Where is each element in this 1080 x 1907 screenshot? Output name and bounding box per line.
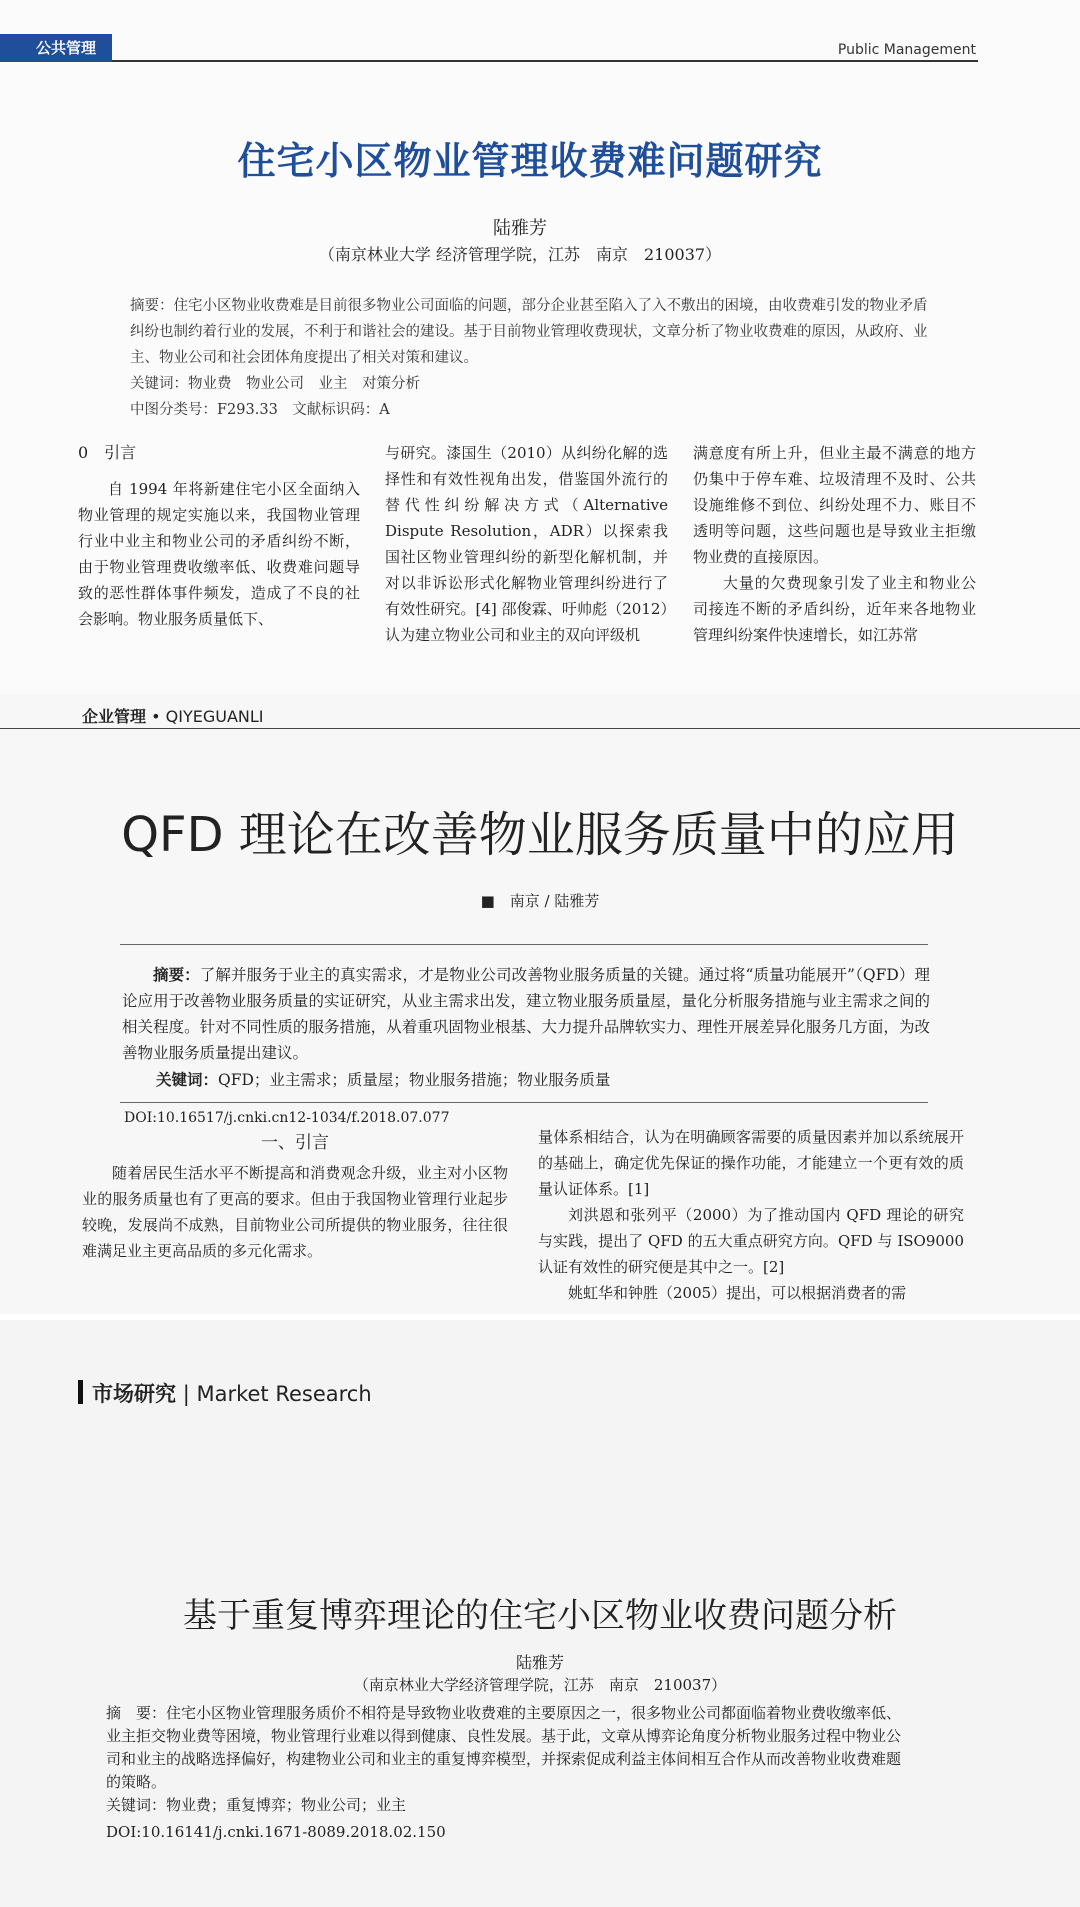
column-pinyin: QIYEGUANLI <box>165 707 264 726</box>
column-tag: 公共管理 <box>0 34 112 62</box>
paragraph: 刘洪恩和张列平（2000）为了推动国内 QFD 理论的研究与实践，提出了 QFD 的五大重点研究方向。QFD 与 ISO9000 认证有效性的研究便是其中之一。[2] <box>538 1206 964 1276</box>
paragraph: 量体系相结合，认为在明确顾客需要的质量因素并加以系统展开的基础上，确定优先保证的操作功能，才能建立一个更有效的质量认证体系。[1] <box>538 1128 964 1198</box>
keywords <box>156 1068 610 1090</box>
keywords: 关键词：物业费；重复博弈；物业公司；业主 <box>106 1796 407 1814</box>
paragraph: 与研究。漆国生（2010）从纠纷化解的选择性和有效性视角出发，借鉴国外流行的替代性纠纷解决方式（Alternative Dispute Resolution，ADR）以探索我国社区物业管理纠纷的新型化解机制，并对以非诉讼形式化解物业管理纠纷进行了有效性研究。[4] 邵俊霖、吁帅彪（2012）认为建立物业公司和业主的双向评级机 <box>385 444 668 644</box>
abstract-label: 摘要： <box>153 965 200 984</box>
column-english: Market Research <box>196 1382 372 1406</box>
abstract <box>122 962 930 1066</box>
article-title: QFD 理论在改善物业服务质量中的应用 <box>121 807 959 863</box>
abstract: 摘 要：住宅小区物业管理服务质价不相符是导致物业收费难的主要原因之一，很多物业公司都面临着物业费收缴率低、业主拒交物业费等困境，物业管理行业难以得到健康、良性发展。基于此，文章从博弈论角度分析物业服务过程中物业公司和业主的战略选择偏好，构建物业公司和业主的重复博弈模型，并探索促成利益主体间相互合作从而改善物业收费难题的策略。 <box>106 1704 902 1791</box>
author: 陆雅芳 <box>515 1653 564 1672</box>
abstract-text: 了解并服务于业主的真实需求，才是物业公司改善物业服务质量的关键。通过将“质量功能展开”（QFD）理论应用于改善物业服务质量的实证研究，从业主需求出发，建立物业服务质量屋，量化分析服务措施与业主需求之间的相关程度。针对不同性质的服务措施，从着重巩固物业根基、大力提升品牌软实力、理性开展差异化服务几方面，为改善物业服务质量提出建议。 <box>122 966 930 1062</box>
column-name: 市场研究 <box>92 1382 176 1406</box>
abstract: 摘要：住宅小区物业收费难是目前很多物业公司面临的问题，部分企业甚至陷入了入不敷出的困境，由收费难引发的物业矛盾纠纷也制约着行业的发展，不利于和谐社会的建设。基于目前物业管理收费现状，文章分析了物业收费难的原因，从政府、业主、物业公司和社会团体角度提出了相关对策和建议。 <box>130 298 928 366</box>
paragraph: 大量的欠费现象引发了业主和物业公司接连不断的矛盾纠纷，近年来各地物业管理纠纷案件快速增长，如江苏常 <box>693 574 976 644</box>
body-column-1 <box>82 1130 508 1306</box>
body-column-2 <box>385 440 668 660</box>
paragraph: 满意度有所上升，但业主最不满意的地方仍集中于停车难、垃圾清理不及时、公共设施维修不到位、纠纷处理不力、账目不透明等问题，这些问题也是导致业主拒缴物业费的直接原因。 <box>693 444 976 566</box>
header-rule <box>0 728 1080 729</box>
section-heading: 0 引言 <box>78 443 137 462</box>
classification-code: 中图分类号：F293.33 文献标识码：A <box>130 402 390 418</box>
keywords-label: 关键词： <box>156 1070 219 1089</box>
column-name: 企业管理 <box>82 707 147 726</box>
column-header <box>78 1378 372 1408</box>
byline: ■ 南京 / 陆雅芳 <box>480 892 600 910</box>
author: 陆雅芳 <box>493 218 547 239</box>
paragraph: 自 1994 年将新建住宅小区全面纳入物业管理的规定实施以来，我国物业管理行业中业主和物业公司的矛盾纠纷不断，由于物业管理费收缴率低、收费难问题导致的恶性群体事件频发，造成了不良的社会影响。物业服务质量低下、 <box>78 480 360 628</box>
affiliation: （南京林业大学经济管理学院，江苏 南京 210037） <box>353 1676 727 1694</box>
doi: DOI:10.16517/j.cnki.cn12-1034/f.2018.07.077 <box>124 1110 450 1126</box>
section-heading: 一、引言 <box>261 1133 329 1153</box>
body-column-2 <box>538 1124 964 1306</box>
paragraph: 姚虹华和钟胜（2005）提出，可以根据消费者的需 <box>568 1284 907 1302</box>
header-rule <box>112 60 978 62</box>
doi: DOI:10.16141/j.cnki.1671-8089.2018.02.150 <box>106 1823 446 1841</box>
bullet-icon: • <box>151 707 161 726</box>
divider <box>120 944 928 945</box>
affiliation: （南京林业大学 经济管理学院，江苏 南京 210037） <box>318 245 722 264</box>
column-header <box>82 704 264 727</box>
divider <box>120 1102 928 1103</box>
separator: | <box>182 1382 190 1406</box>
keywords: 关键词：物业费 物业公司 业主 对策分析 <box>130 376 420 392</box>
body-column-3 <box>693 440 976 660</box>
keywords-text: QFD；业主需求；质量屋；物业服务措施；物业服务质量 <box>218 1071 611 1089</box>
body-column-1 <box>78 440 360 660</box>
article-title: 基于重复博弈理论的住宅小区物业收费问题分析 <box>183 1596 897 1636</box>
journal-name: Public Management <box>837 42 976 58</box>
paragraph: 随着居民生活水平不断提高和消费观念升级，业主对小区物业的服务质量也有了更高的要求。但由于我国物业管理行业起步较晚，发展尚不成熟，目前物业公司所提供的物业服务，往往很难满足业主更高品质的多元化需求。 <box>82 1164 508 1260</box>
article-title: 住宅小区物业管理收费难问题研究 <box>237 139 823 183</box>
